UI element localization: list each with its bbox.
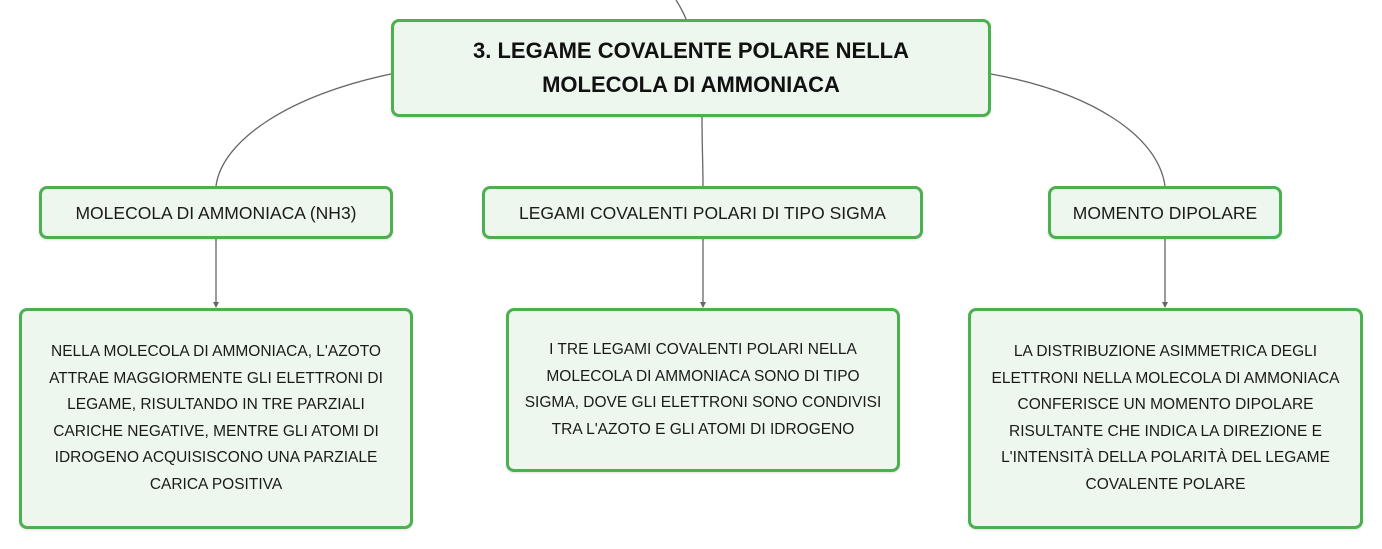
root-topic-node[interactable] [391, 19, 991, 117]
connector-parent-to-root [676, 0, 686, 19]
leaf-node-momento-dipolare[interactable] [968, 308, 1363, 529]
branch-node-molecola-ammoniaca[interactable] [39, 186, 393, 239]
branch-node-momento-dipolare[interactable] [1048, 186, 1282, 239]
branch-label: MOLECOLA DI AMMONIACA (NH3) [75, 202, 357, 223]
leaf-text: I TRE LEGAMI COVALENTI POLARI NELLA MOLECOLA DI AMMONIACA SONO DI TIPO SIGMA, DOVE GLI ELETTRONI SONO CONDIVISI TRA L'AZOTO E GLI ATOMI DI IDROGENO [524, 341, 882, 438]
leaf-node-legami-sigma[interactable] [506, 308, 900, 472]
leaf-node-molecola-ammoniaca[interactable] [19, 308, 413, 529]
leaf-text: LA DISTRIBUZIONE ASIMMETRICA DEGLI ELETTRONI NELLA MOLECOLA DI AMMONIACA CONFERISCE UN MOMENTO DIPOLARE RISULTANTE CHE INDICA LA DIREZIONE E L'INTENSITÀ DELLA POLARITÀ DEL LEGAME COVALENTE POLARE [991, 343, 1340, 493]
connector-root-to-branch-3 [991, 74, 1165, 186]
branch-label: LEGAMI COVALENTI POLARI DI TIPO SIGMA [519, 202, 886, 223]
connector-root-to-branch-1 [216, 74, 391, 186]
branch-node-legami-sigma[interactable] [482, 186, 923, 239]
connector-root-to-branch-2 [702, 117, 703, 186]
leaf-text: NELLA MOLECOLA DI AMMONIACA, L'AZOTO ATTRAE MAGGIORMENTE GLI ELETTRONI DI LEGAME, RISULTANDO IN TRE PARZIALI CARICHE NEGATIVE, MENTRE GLI ATOMI DI IDROGENO ACQUISISCONO UNA PARZIALE CARICA POSITIVA [49, 343, 383, 493]
root-topic-title: 3. LEGAME COVALENTE POLARE NELLA MOLECOLA DI AMMONIACA [473, 38, 909, 97]
branch-label: MOMENTO DIPOLARE [1072, 202, 1258, 223]
